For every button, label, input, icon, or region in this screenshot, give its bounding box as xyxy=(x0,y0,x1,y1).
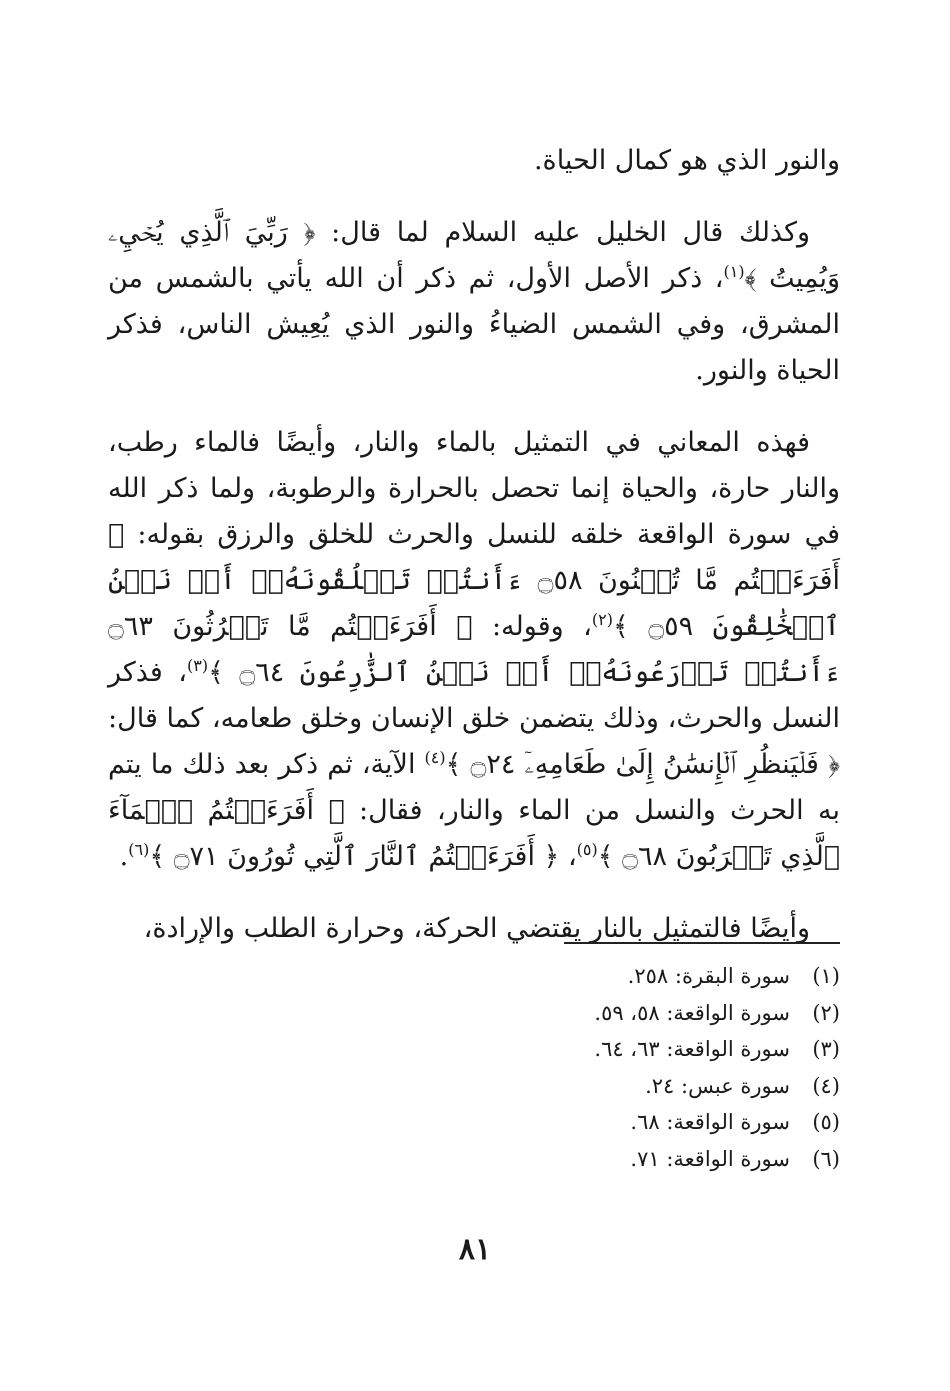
quran-verse: ﴿ أَفَرَءَيۡتُمُ ٱلنَّارَ ٱلَّتِي تُورُونَ ۝٧١ ﴾ xyxy=(149,841,560,872)
text-run: ، ذكر الأصل الأول، ثم ذكر أن الله يأتي بالشمس من المشرق، وفي الشمس الضياءُ والنور الذي يُعِيش الناس، فذكر الحياة والنور. xyxy=(108,263,840,386)
footnote-ref[interactable]: (٢) xyxy=(591,610,613,629)
main-text xyxy=(108,138,840,952)
footnote-text: سورة البقرة: ٢٥٨. xyxy=(627,964,790,988)
footnote-divider xyxy=(564,942,840,944)
text-run: الآية، ثم ذكر بعد ذلك ما يتم به الحرث والنسل من الماء والنار، فقال: xyxy=(108,749,840,826)
footnote-text: سورة الواقعة: ٧١. xyxy=(630,1146,790,1171)
text-run: فهذه المعاني في التمثيل بالماء والنار، وأيضًا فالماء رطب، والنار حارة، والحياة إنما تحصل بالحرارة والرطوبة، ولما ذكر الله في سورة الواقعة خلقه للنسل والحرث للخلق والرزق بقوله: xyxy=(108,427,840,550)
text-run: . xyxy=(119,841,129,872)
footnote-number: (٤) xyxy=(812,1073,840,1098)
footnote-item xyxy=(108,1031,840,1068)
paragraph xyxy=(108,420,840,880)
text-run: ، فذكر النسل والحرث، وذلك يتضمن خلق الإنسان وخلق طعامه، كما قال: xyxy=(108,657,840,734)
paragraph xyxy=(108,906,840,952)
quran-verse: ﴿ أَفَرَءَيۡتُمُ ٱلۡمَآءَ ٱلَّذِي تَشۡرَبُونَ ۝٦٨ ﴾ xyxy=(108,795,840,872)
footnotes xyxy=(108,958,840,1177)
paragraph xyxy=(108,138,840,184)
text-run: وأيضًا فالتمثيل بالنار يقتضي الحركة، وحرارة الطلب والإرادة، xyxy=(143,913,810,944)
page-number: ٨١ xyxy=(458,1232,492,1267)
footnote-ref[interactable]: (٦) xyxy=(128,840,150,859)
footnote-text: سورة عبس: ٢٤. xyxy=(645,1073,790,1098)
footnote-item xyxy=(108,1068,840,1105)
text-run: والنور الذي هو كمال الحياة. xyxy=(533,145,840,176)
footnote-item xyxy=(108,995,840,1032)
footnote-ref[interactable]: (٥) xyxy=(576,840,598,859)
footnote-ref[interactable]: (١) xyxy=(723,262,745,281)
quran-verse: ﴿ فَلۡيَنظُرِ ٱلۡإِنسَٰنُ إِلَىٰ طَعَامِهِۦٓ ۝٢٤ ﴾ xyxy=(445,749,840,780)
footnote-number: (٥) xyxy=(812,1110,840,1134)
footnote-text: سورة الواقعة: ٥٨، ٥٩. xyxy=(594,1000,790,1025)
quran-verse: ﴿ أَفَرَءَيۡتُم مَّا تُمۡنُونَ ۝٥٨ ءَأَنتُمۡ تَخۡلُقُونَهُۥٓ أَمۡ نَحۡنُ ٱلۡخَٰلِقُونَ ۝٥٩ ﴾ xyxy=(108,519,841,642)
footnote-number: (١) xyxy=(812,964,840,988)
footnote-item xyxy=(108,958,840,995)
footnote-item xyxy=(108,1104,840,1141)
footnote-item xyxy=(108,1141,840,1178)
footnote-ref[interactable]: (٣) xyxy=(187,656,209,675)
quran-verse: ﴿ رَبِّيَ ٱلَّذِي يُحۡيِۦ وَيُمِيتُ ﴾ xyxy=(108,217,840,294)
paragraph xyxy=(108,210,840,394)
text-run: وكذلك قال الخليل عليه السلام لما قال: xyxy=(315,217,810,248)
footnote-text: سورة الواقعة: ٦٣، ٦٤. xyxy=(594,1037,790,1061)
footnote-number: (٢) xyxy=(812,1000,840,1025)
text-run: ، وقوله: xyxy=(472,611,592,642)
quran-verse: ﴿ أَفَرَءَيۡتُم مَّا تَحۡرُثُونَ ۝٦٣ ءَأَنتُمۡ تَزۡرَعُونَهُۥٓ أَمۡ نَحۡنُ ٱلزَّٰرِعُونَ ۝٦٤ ﴾ xyxy=(108,611,840,688)
footnote-number: (٦) xyxy=(812,1146,840,1171)
text-run: ، xyxy=(559,841,577,872)
footnote-text: سورة الواقعة: ٦٨. xyxy=(630,1110,790,1134)
footnote-ref[interactable]: (٤) xyxy=(424,748,446,767)
footnote-number: (٣) xyxy=(812,1037,840,1061)
